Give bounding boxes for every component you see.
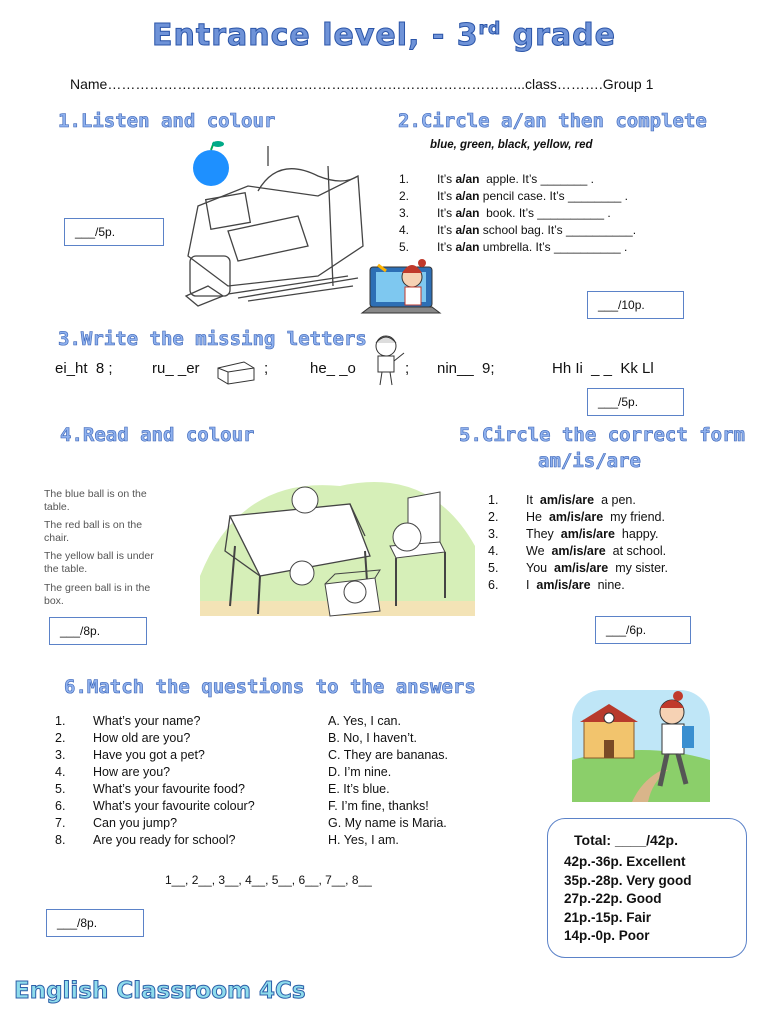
section3-score-box[interactable]: ___/5p. (587, 388, 684, 416)
list-item: 5. You am/is/are my sister. (488, 561, 668, 575)
section5-score-box[interactable]: ___/6p. (595, 616, 691, 644)
list-item: 6. I am/is/are nine. (488, 578, 625, 592)
table-chair-picture (200, 466, 480, 621)
grade-band: 14p.-0p. Poor (564, 928, 650, 943)
a-an-choice[interactable]: a/an (455, 189, 480, 203)
grade-band: 42p.-36p. Excellent (564, 854, 686, 869)
question-item: 4. How are you? (55, 765, 171, 779)
answers-list (328, 713, 448, 849)
answer-item: C. They are bananas. (328, 748, 448, 762)
word-eight: ei_ht 8 ; (55, 360, 113, 377)
list-item: 4. We am/is/are at school. (488, 544, 667, 558)
name-line: Name……………………………………………………………………………...class……….Group 1 (70, 76, 654, 92)
section2-list (399, 171, 636, 256)
question-item: 1. What’s your name? (55, 714, 201, 728)
question-item: 5. What’s your favourite food? (55, 782, 245, 796)
boy-picture (366, 333, 406, 387)
word-ruler: ru_ _er (152, 360, 200, 377)
a-an-choice[interactable]: a/an (455, 172, 480, 186)
section6-score-box[interactable]: ___/8p. (46, 909, 144, 937)
laptop-girl-picture (360, 255, 450, 327)
section5-list (488, 492, 668, 594)
grade-band: 27p.-22p. Good (564, 891, 662, 906)
school-girl-picture (572, 690, 710, 802)
section6-heading: 6.Match the questions to the answers (64, 676, 476, 698)
verb-choice[interactable]: am/is/are (551, 544, 606, 558)
question-item: 7. Can you jump? (55, 816, 178, 830)
section2-score-box[interactable]: ___/10p. (587, 291, 684, 319)
page-title (0, 18, 768, 53)
section4-score-box[interactable]: ___/8p. (49, 617, 147, 645)
a-an-choice[interactable]: a/an (455, 240, 480, 254)
section5-heading: 5.Circle the correct form (459, 424, 745, 446)
answer-item: A. Yes, I can. (328, 714, 401, 728)
answer-item: G. My name is Maria. (328, 816, 447, 830)
verb-choice[interactable]: am/is/are (554, 561, 609, 575)
section5-subheading: am/is/are (538, 450, 641, 472)
section4-heading: 4.Read and colour (60, 424, 255, 446)
question-item: 2. How old are you? (55, 731, 191, 745)
alphabet-sequence: Hh Ii _ _ Kk Ll (552, 360, 654, 377)
list-item: 4. It’s a/an school bag. It’s __________. (399, 223, 637, 237)
list-item: 2. It’s a/an pencil case. It’s ________ . (399, 189, 629, 203)
total-label[interactable]: Total: ____/42p. (574, 832, 679, 848)
list-item: 1. It’s a/an apple. It’s _______ . (399, 172, 595, 186)
section1-heading: 1.Listen and colour (58, 110, 276, 132)
verb-choice[interactable]: am/is/are (536, 578, 591, 592)
answer-item: E. It’s blue. (328, 782, 390, 796)
word-hello: he_ _o (310, 360, 356, 377)
section2-heading: 2.Circle a/an then complete (398, 110, 707, 132)
verb-choice[interactable]: am/is/are (560, 527, 615, 541)
sentence: The red ball is on the chair. (44, 519, 143, 544)
sentence: The yellow ball is under the table. (44, 550, 154, 575)
eraser-icon (214, 358, 258, 384)
question-item: 6. What’s your favourite colour? (55, 799, 255, 813)
answer-item: H. Yes, I am. (328, 833, 399, 847)
list-item: 5. It’s a/an umbrella. It’s __________ . (399, 240, 628, 254)
apple-icon (193, 150, 229, 186)
list-item: 3. They am/is/are happy. (488, 527, 659, 541)
a-an-choice[interactable]: a/an (455, 206, 480, 220)
questions-list (55, 713, 255, 849)
answer-item: D. I’m nine. (328, 765, 392, 779)
list-item: 3. It’s a/an book. It’s __________ . (399, 206, 611, 220)
question-item: 8. Are you ready for school? (55, 833, 236, 847)
grade-band: 35p.-28p. Very good (564, 872, 692, 888)
title-text: Entrance level, - 3 (152, 18, 479, 53)
answer-item: B. No, I haven’t. (328, 731, 417, 745)
bedroom-picture (168, 136, 368, 306)
grade-band: 21p.-15p. Fair (564, 909, 652, 925)
title-superscript: rd (478, 19, 502, 39)
word-nine: nin__ 9; (437, 360, 495, 377)
section1-score-box[interactable]: ___/5p. (64, 218, 164, 246)
grading-bands (564, 853, 692, 946)
verb-choice[interactable]: am/is/are (539, 493, 595, 507)
list-item: 1. It am/is/are a pen. (488, 493, 636, 507)
verb-choice[interactable]: am/is/are (548, 510, 604, 524)
colour-word-bank: blue, green, black, yellow, red (430, 139, 593, 151)
answer-item: F. I’m fine, thanks! (328, 799, 429, 813)
title-tail: grade (501, 18, 616, 53)
semicolon: ; (405, 360, 410, 377)
question-item: 3. Have you got a pet? (55, 748, 205, 762)
section3-heading: 3.Write the missing letters (58, 328, 367, 350)
list-item: 2. He am/is/are my friend. (488, 510, 665, 524)
footer-brand: English Classroom 4Cs (14, 978, 306, 1004)
sentence: The green ball is in the box. (44, 582, 151, 607)
semicolon: ; (264, 360, 269, 377)
sentence: The blue ball is on the table. (44, 488, 147, 513)
match-answer-line[interactable]: 1__, 2__, 3__, 4__, 5__, 6__, 7__, 8__ (165, 873, 372, 887)
a-an-choice[interactable]: a/an (455, 223, 480, 237)
